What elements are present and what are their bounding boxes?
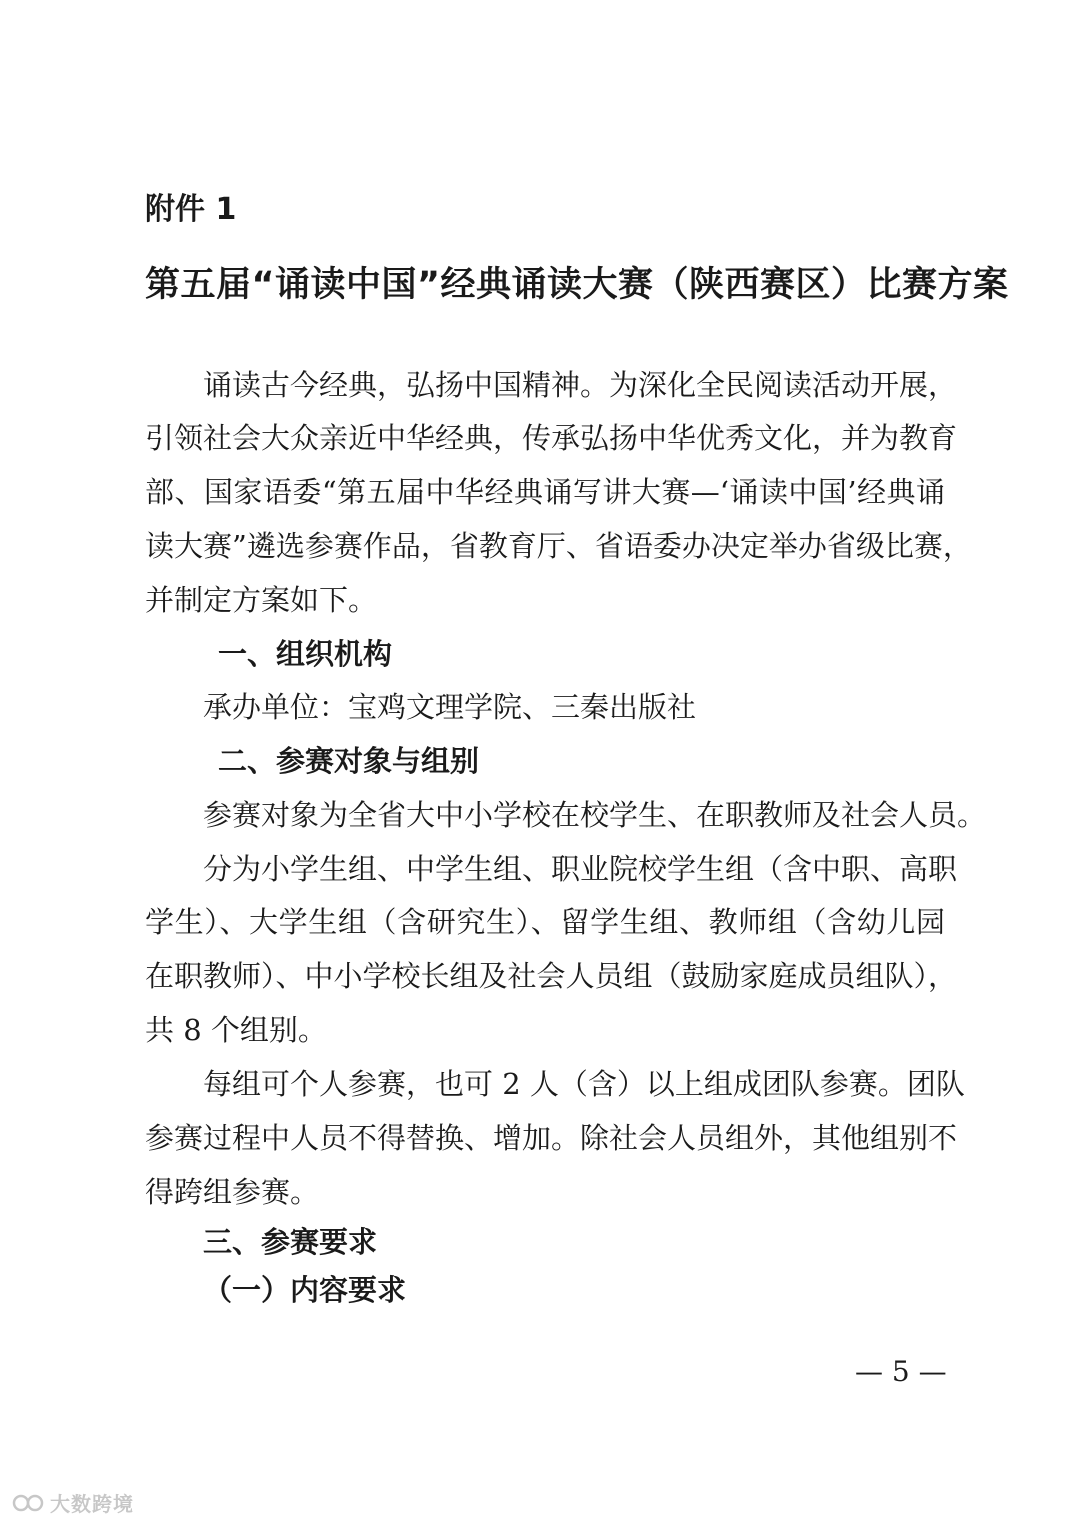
- section-heading-organization: 一、组织机构: [218, 637, 393, 671]
- intro-line: 诵读古今经典，弘扬中国精神。为深化全民阅读活动开展，: [203, 368, 958, 402]
- groups-line: 学生）、大学生组（含研究生）、留学生组、教师组（含幼儿园: [145, 905, 945, 939]
- groups-line: 分为小学生组、中学生组、职业院校学生组（含中职、高职: [203, 852, 958, 886]
- sub-heading-content: （一）内容要求: [203, 1273, 407, 1307]
- team-line: 参赛过程中人员不得替换、增加。除社会人员组外，其他组别不: [145, 1121, 958, 1155]
- participants-text: 参赛对象为全省大中小学校在校学生、在职教师及社会人员。: [203, 798, 987, 832]
- intro-line: 部、国家语委“第五届中华经典诵写讲大赛—‘诵读中国’经典诵: [145, 475, 945, 509]
- intro-line: 并制定方案如下。: [145, 583, 378, 617]
- watermark: [12, 1488, 134, 1517]
- groups-line: 共 8 个组别。: [145, 1013, 327, 1047]
- groups-line: 在职教师）、中小学校长组及社会人员组（鼓励家庭成员组队），: [145, 959, 958, 993]
- attachment-label: 附件 1: [145, 192, 237, 227]
- intro-line: 引领社会大众亲近中华经典，传承弘扬中华优秀文化，并为教育: [145, 421, 958, 455]
- page-number: — 5 —: [855, 1355, 947, 1388]
- document-title: 第五届“诵读中国”经典诵读大赛（陕西赛区）比赛方案: [145, 265, 1009, 305]
- section-heading-participants: 二、参赛对象与组别: [218, 744, 480, 778]
- watermark-logo-icon: [12, 1492, 46, 1514]
- team-line: 每组可个人参赛，也可 2 人（含）以上组成团队参赛。团队: [203, 1067, 965, 1101]
- intro-line: 读大赛”遴选参赛作品，省教育厅、省语委办决定举办省级比赛，: [145, 529, 972, 563]
- watermark-text: 大数跨境: [50, 1492, 134, 1516]
- section-heading-requirements: 三、参赛要求: [203, 1225, 378, 1259]
- team-line: 得跨组参赛。: [145, 1175, 320, 1209]
- organizer-text: 承办单位：宝鸡文理学院、三秦出版社: [203, 690, 697, 724]
